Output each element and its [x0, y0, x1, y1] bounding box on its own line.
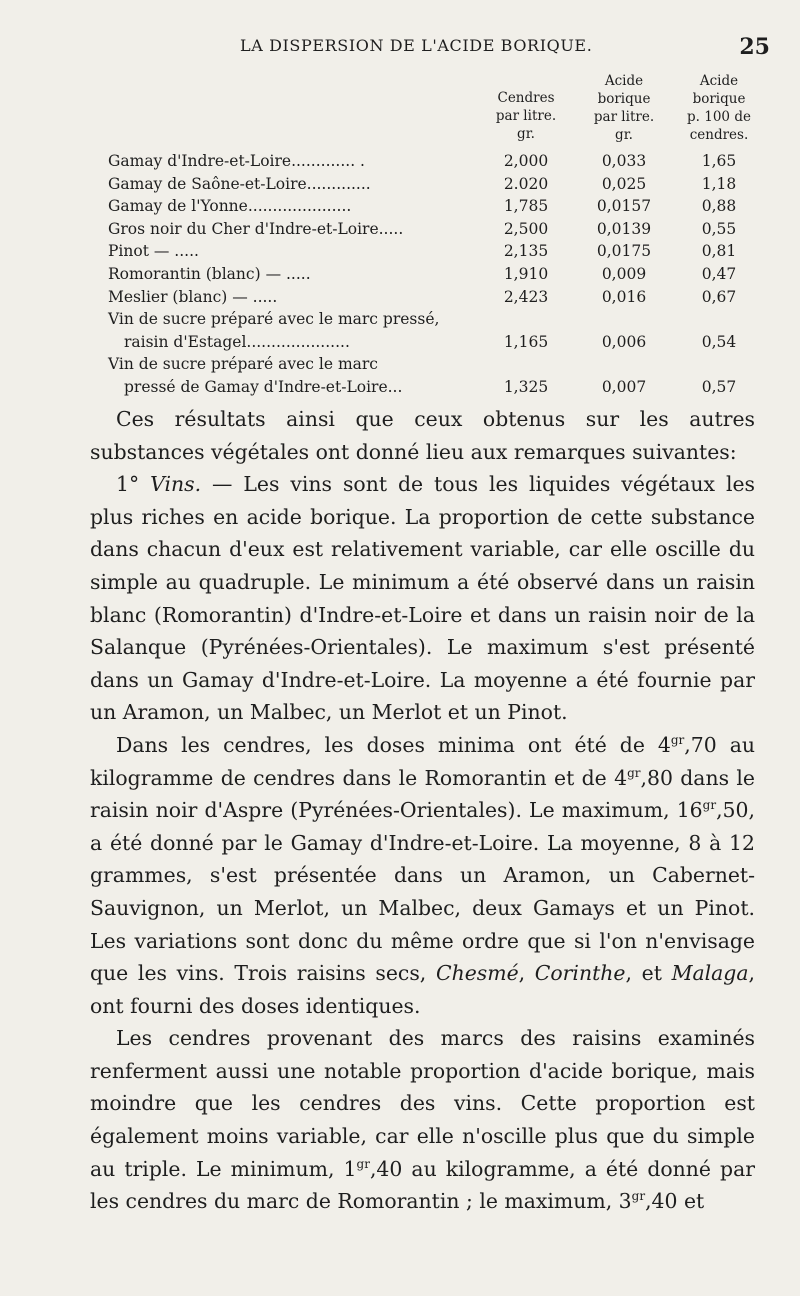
row-label: Pinot — .....	[108, 242, 199, 261]
page-header	[0, 34, 800, 64]
cell-value: 0,0139	[596, 219, 652, 238]
paragraph: Dans les cendres, les doses minima ont été de $4^{gr},70$ au kilogramme de cendres dans le Romorantin et de $4^{gr},80$ dans le raisin noir d'Aspre (Pyrénées-Orientales). Le maximum, $16^{gr},50$, a été donné par le Gamay d'Indre-et-Loire. La moyenne, 8 à 12 grammes, s'est présentée dans un Aramon, un Cabernet-Sauvignon, un Merlot, un Malbec, deux Gamays et un Pinot. Les variations sont donc du même ordre que si l'on n'envisage que les vins. Trois raisins secs, Chesmé, Corinthe, et Malaga, ont fourni des doses identiques.	[90, 732, 756, 1018]
cell-value: 0,033	[601, 152, 647, 170]
cell-value: 0,81	[701, 242, 737, 261]
cell-value: 0,006	[601, 332, 647, 351]
row-label: Gamay de Saône-et-Loire.............	[108, 174, 371, 193]
body-text	[90, 403, 755, 1218]
row-label: Meslier (blanc) — .....	[108, 287, 278, 306]
cell-value: 2,423	[503, 287, 549, 306]
table-row	[0, 173, 800, 196]
table-row	[0, 308, 800, 331]
column-header-acide-p100: Acide borique p. 100 de cendres.	[687, 73, 751, 143]
table-row	[0, 353, 800, 376]
cell-value: 0,007	[601, 377, 647, 396]
page-number: 25	[739, 34, 770, 60]
table-row	[0, 331, 800, 354]
cell-value: 1,910	[503, 264, 549, 283]
table-row	[0, 376, 800, 399]
row-label: Vin de sucre préparé avec le marc	[108, 355, 378, 374]
table-row	[0, 263, 800, 286]
row-label: pressé de Gamay d'Indre-et-Loire...	[124, 377, 403, 396]
cell-value: 1,18	[701, 174, 737, 193]
table-row	[0, 195, 800, 218]
paragraph: 1° Vins. — Les vins sont de tous les liquides végétaux les plus riches en acide borique. La proportion de cette substance dans chacun d'eux est relativement variable, car elle oscille du simple au quadruple. Le minimum a été observé dans un raisin blanc (Romorantin) d'Indre-et-Loire et dans un raisin noir de la Salanque (Pyrénées-Orientales). Le maximum s'est présenté dans un Gamay d'Indre-et-Loire. La moyenne a été fournie par un Aramon, un Malbec, un Merlot et un Pinot.	[90, 472, 755, 725]
data-table	[0, 150, 800, 399]
cell-value: 2,000	[503, 152, 549, 170]
row-label: raisin d'Estagel.....................	[124, 332, 350, 351]
cell-value: 0,88	[701, 197, 737, 216]
table-row	[0, 240, 800, 263]
cell-value: 0,016	[601, 287, 647, 306]
table-column-headers	[0, 72, 800, 162]
paragraph: Les cendres provenant des marcs des raisins examinés renferment aussi une notable proportion d'acide borique, mais moindre que les cendres des vins. Cette proportion est également moins variable, car elle n'oscille plus que du simple au triple. Le minimum, $1^{gr},40$ au kilogramme, a été donné par les cendres du marc de Romorantin ; le maximum, $3^{gr},40$ et	[90, 1026, 755, 1214]
row-label: Vin de sucre préparé avec le marc pressé,	[108, 310, 440, 329]
cell-value: 0,0157	[596, 197, 652, 216]
row-label: Romorantin (blanc) — .....	[108, 264, 311, 283]
cell-value: 0,0175	[596, 242, 652, 261]
cell-value: 2,500	[503, 219, 549, 238]
cell-value: 0,54	[701, 332, 737, 351]
cell-value: 1,325	[503, 377, 549, 396]
table-row	[0, 286, 800, 309]
row-label: Gamay d'Indre-et-Loire............. .	[108, 152, 365, 170]
cell-value: 1,65	[701, 152, 737, 170]
cell-value: 1,785	[503, 197, 549, 216]
row-label: Gros noir du Cher d'Indre-et-Loire.....	[108, 219, 404, 238]
column-header-acide-par-litre: Acide borique par litre. gr.	[593, 73, 655, 143]
cell-value: 0,47	[701, 264, 737, 283]
cell-value: 0,55	[701, 219, 737, 238]
paragraph: Ces résultats ainsi que ceux obtenus sur les autres substances végétales ont donné lieu aux remarques suivantes:	[90, 407, 755, 464]
cell-value: 2.020	[503, 174, 549, 193]
cell-value: 0,025	[601, 174, 647, 193]
column-header-cendres: Cendres par litre. gr.	[495, 90, 557, 142]
table-row	[0, 150, 800, 173]
cell-value: 1,165	[503, 332, 549, 351]
running-title: LA DISPERSION DE L'ACIDE BORIQUE.	[240, 36, 593, 55]
table-row	[0, 218, 800, 241]
cell-value: 2,135	[503, 242, 549, 261]
cell-value: 0,57	[701, 377, 737, 396]
cell-value: 0,67	[701, 287, 737, 306]
cell-value: 0,009	[601, 264, 647, 283]
row-label: Gamay de l'Yonne.....................	[108, 197, 352, 216]
